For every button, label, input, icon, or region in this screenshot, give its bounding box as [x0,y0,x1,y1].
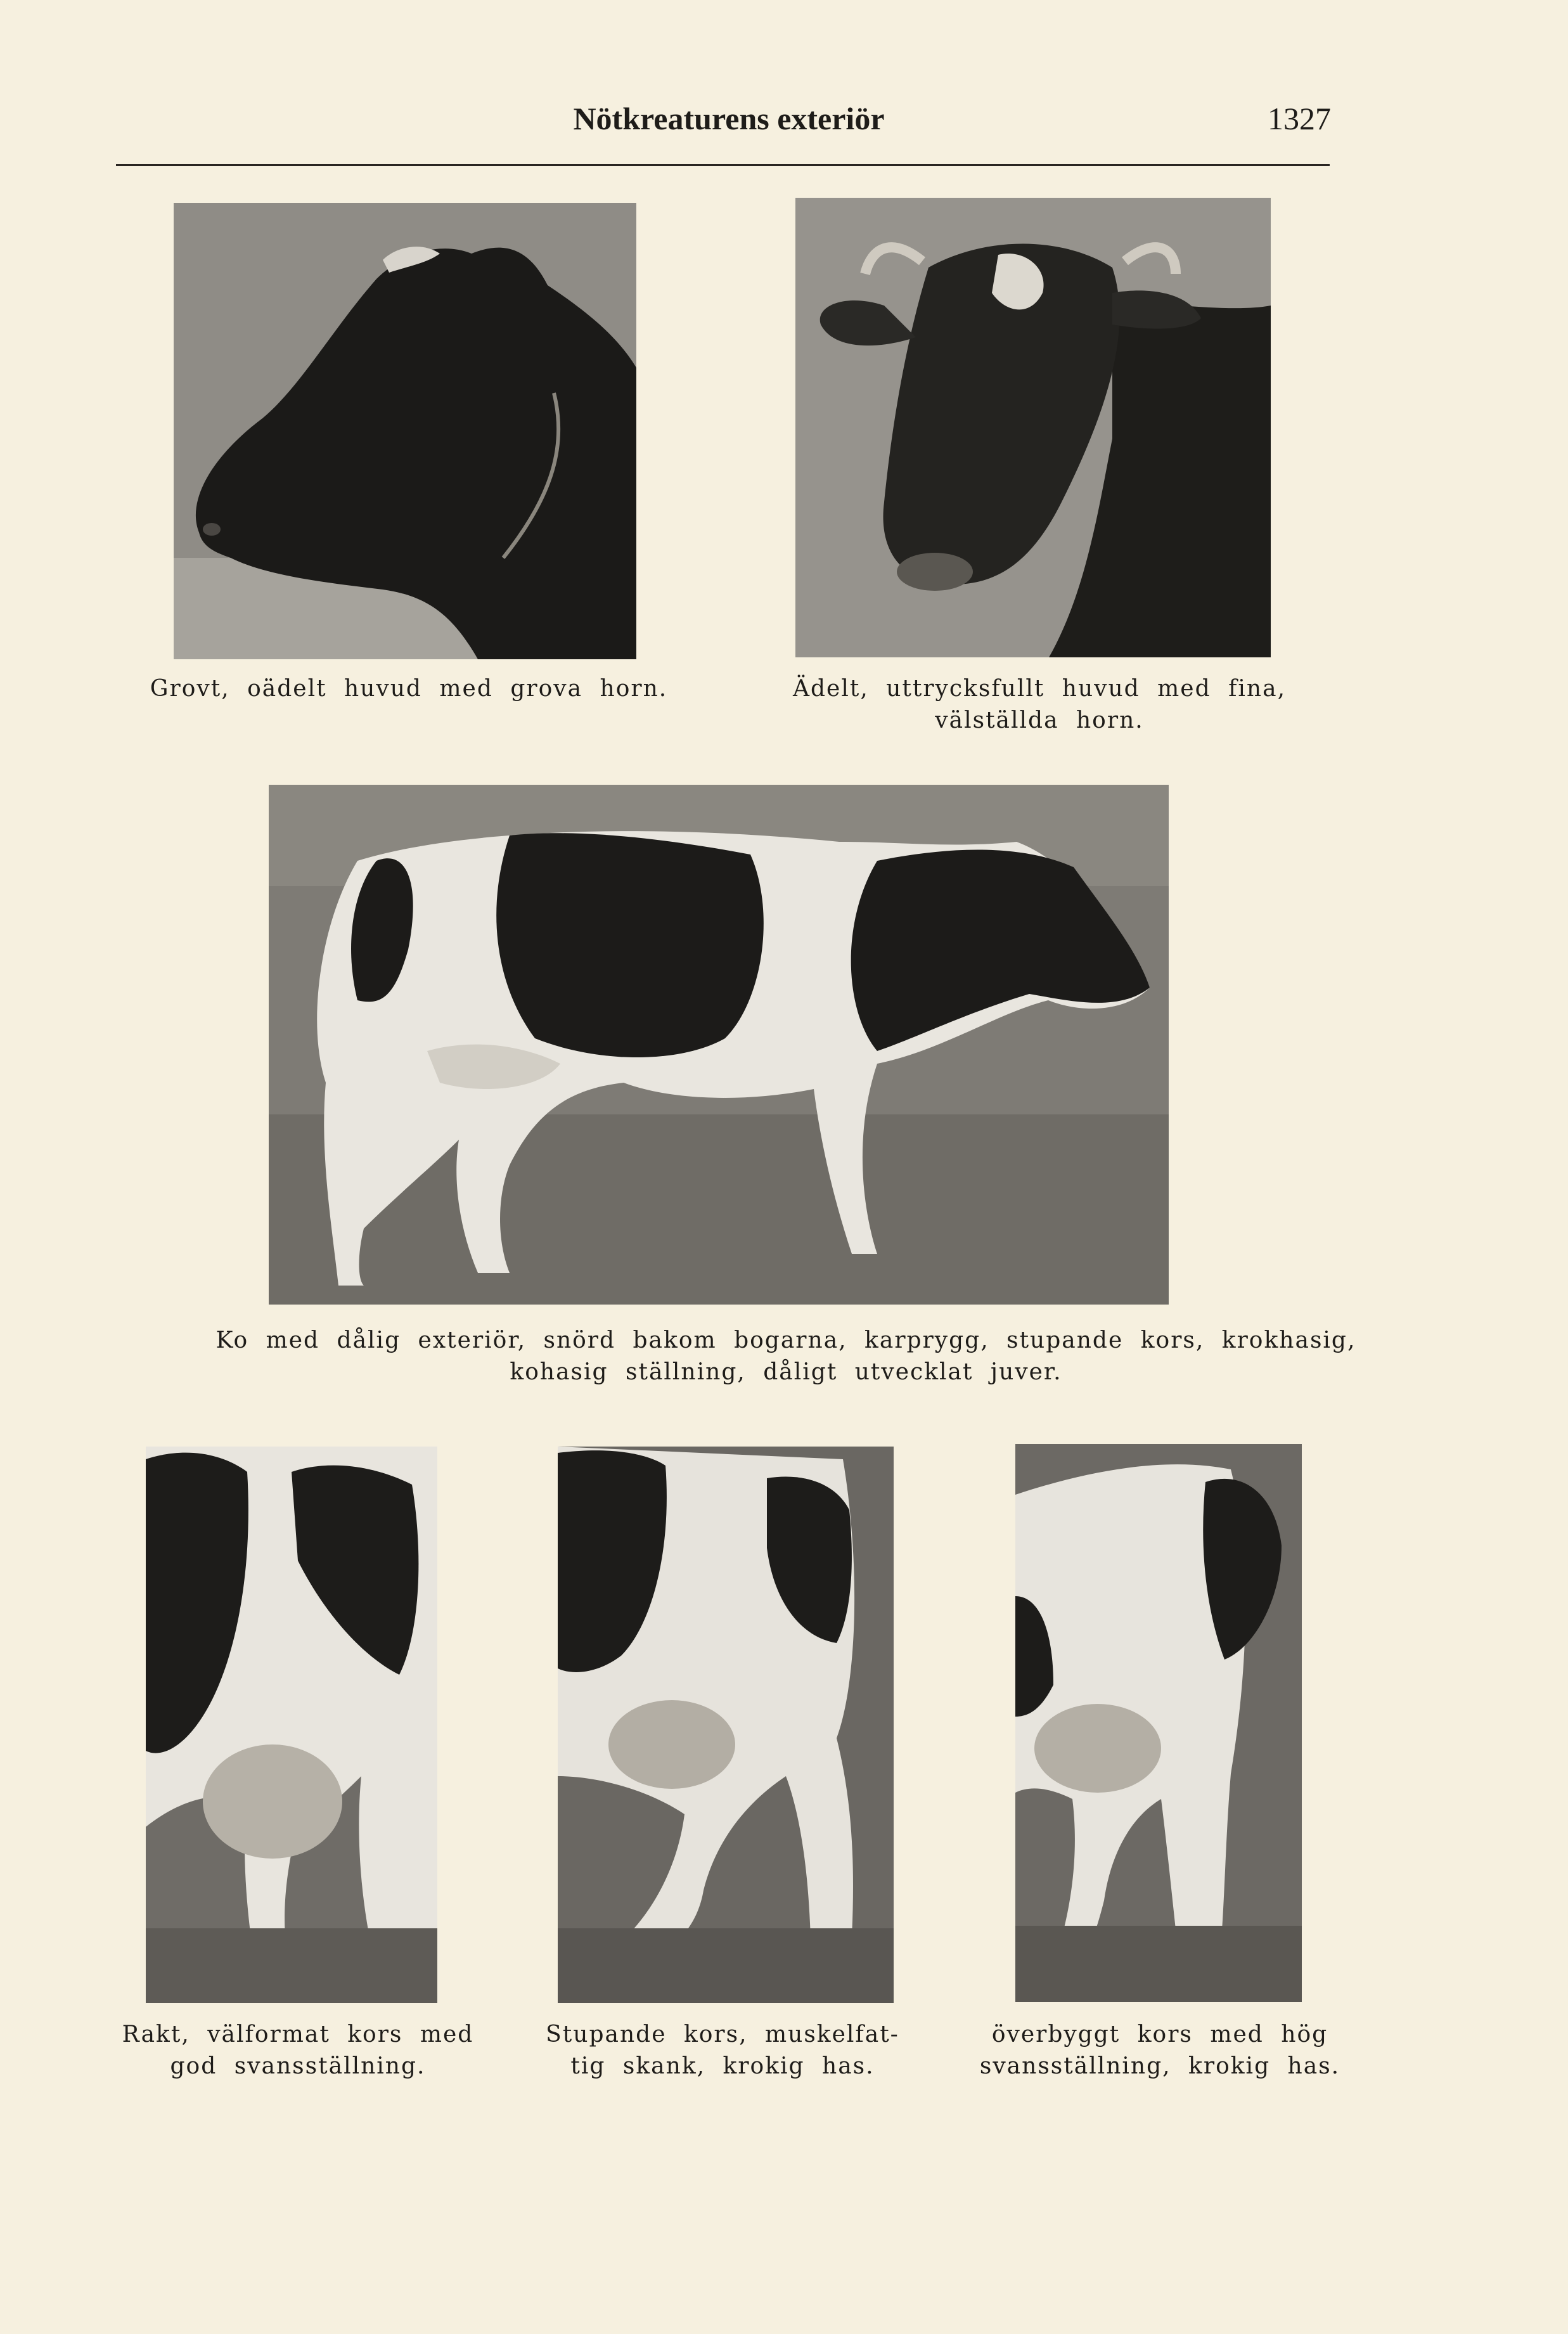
running-title: Nötkreaturens exteriör [573,101,885,136]
photo-overbuilt-rump [1015,1444,1302,2002]
photo-straight-rump [146,1447,437,2003]
caption-noble-head-line-1: Ädelt, uttrycksfullt huvud med fina, [792,676,1287,702]
caption-poor-cow [127,1325,1445,1388]
caption-coarse-head [136,673,681,705]
caption-overbuilt-rump-line-1: överbyggt kors med hög [991,2021,1328,2047]
photo-noble-head [795,198,1271,657]
caption-straight-rump-line-2: god svansställning. [170,2053,426,2079]
photo-coarse-head [174,203,636,659]
caption-sloping-rump-line-1: Stupande kors, muskelfat- [546,2021,899,2047]
caption-straight-rump [95,2019,501,2082]
caption-overbuilt-rump [951,2019,1369,2082]
photo-poor-cow [269,785,1169,1305]
caption-poor-cow-line-2: kohasig ställning, dåligt utvecklat juver. [510,1359,1062,1385]
caption-poor-cow-line-1: Ko med dålig exteriör, snörd bakom bogarna, karprygg, stupande kors, krokhasig, [215,1327,1356,1353]
header-rule [116,164,1330,166]
caption-sloping-rump [520,2019,925,2082]
caption-overbuilt-rump-line-2: svansställning, krokig has. [979,2053,1340,2079]
caption-straight-rump-line-1: Rakt, välformat kors med [122,2021,474,2047]
caption-coarse-head-line: Grovt, oädelt huvud med grova horn. [150,676,668,702]
caption-noble-head-line-2: välställda horn. [935,707,1144,733]
page-number: 1327 [1268,101,1331,136]
caption-noble-head [761,673,1318,737]
photo-sloping-rump [558,1447,894,2003]
caption-sloping-rump-line-2: tig skank, krokig has. [570,2053,875,2079]
